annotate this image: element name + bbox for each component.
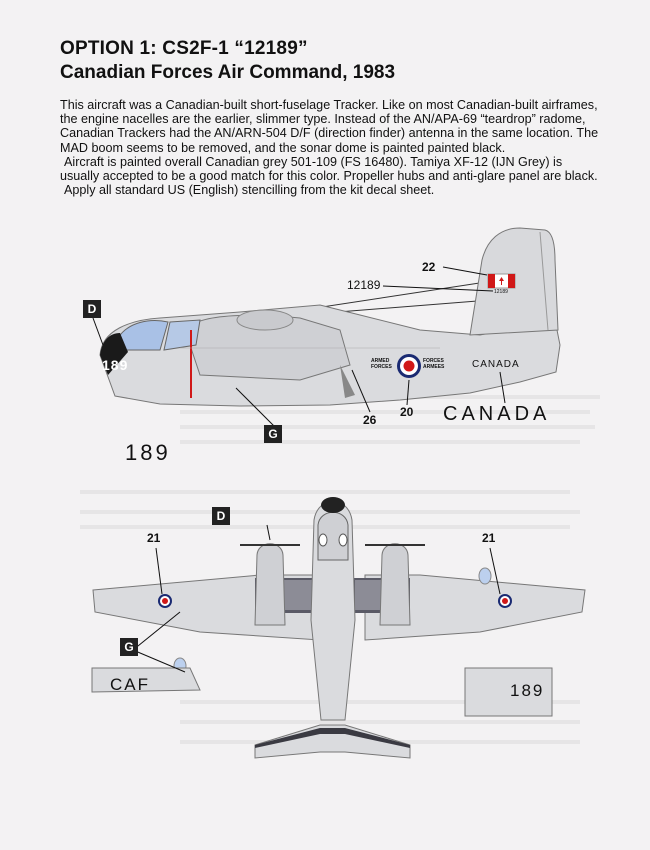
callout-26: 26 [363,413,377,427]
nose-number-callout: 189 [125,440,171,465]
roundel-text-left: ARMED FORCES [371,358,392,370]
callout-21-right: 21 [482,531,496,545]
wing-text-left: CAF [110,675,150,694]
top-nacelle-right [380,544,410,625]
description-para-1: This aircraft was a Canadian-built short-fuselage Tracker. Like on most Canadian-built airframes, the engine nacelles are the earlier, slimmer type. Instead of the AN/APA-69 “teardrop” radome, Canadian Trackers had the AN/ARN-504 D/F (direction finder) antenna in the same location. The MAD boom seems to be removed, and the sonar dome is painted painted black. [60,98,599,155]
nose-number: 189 [102,357,129,373]
fin-serial: 12189 [494,289,508,295]
callout-21-left: 21 [147,531,161,545]
roundel-text-right: FORCES ARMEES [423,358,445,370]
callout-G-top-label: G [124,640,134,654]
callout-22: 22 [422,260,436,274]
callout-20: 20 [400,405,414,419]
option-subtitle: Canadian Forces Air Command, 1983 [60,62,396,83]
description-para-2: Aircraft is painted overall Canadian grey 501-109 (FS 16480). Tamiya XF-12 (IJN Grey) is usually accepted to be a good match for this color. Propeller hubs and anti-glare panel are black. [60,154,598,184]
callout-D-label: D [87,302,97,316]
callout-D-top-label: D [216,509,226,523]
callout-G-top [120,638,138,656]
callout-D-top [212,507,230,525]
description-para-3: Apply all standard US (English) stencilling from the kit decal sheet. [64,183,435,198]
wing-text-right: 189 [510,681,545,700]
tail-canada-text: CANADA [472,359,520,370]
canada-large-callout: CANADA [443,403,551,425]
top-nacelle-left [255,544,285,625]
option-title: OPTION 1: CS2F-1 “12189” [60,38,308,59]
serial-label: 12189 [347,278,381,292]
callout-G-label: G [268,427,278,441]
